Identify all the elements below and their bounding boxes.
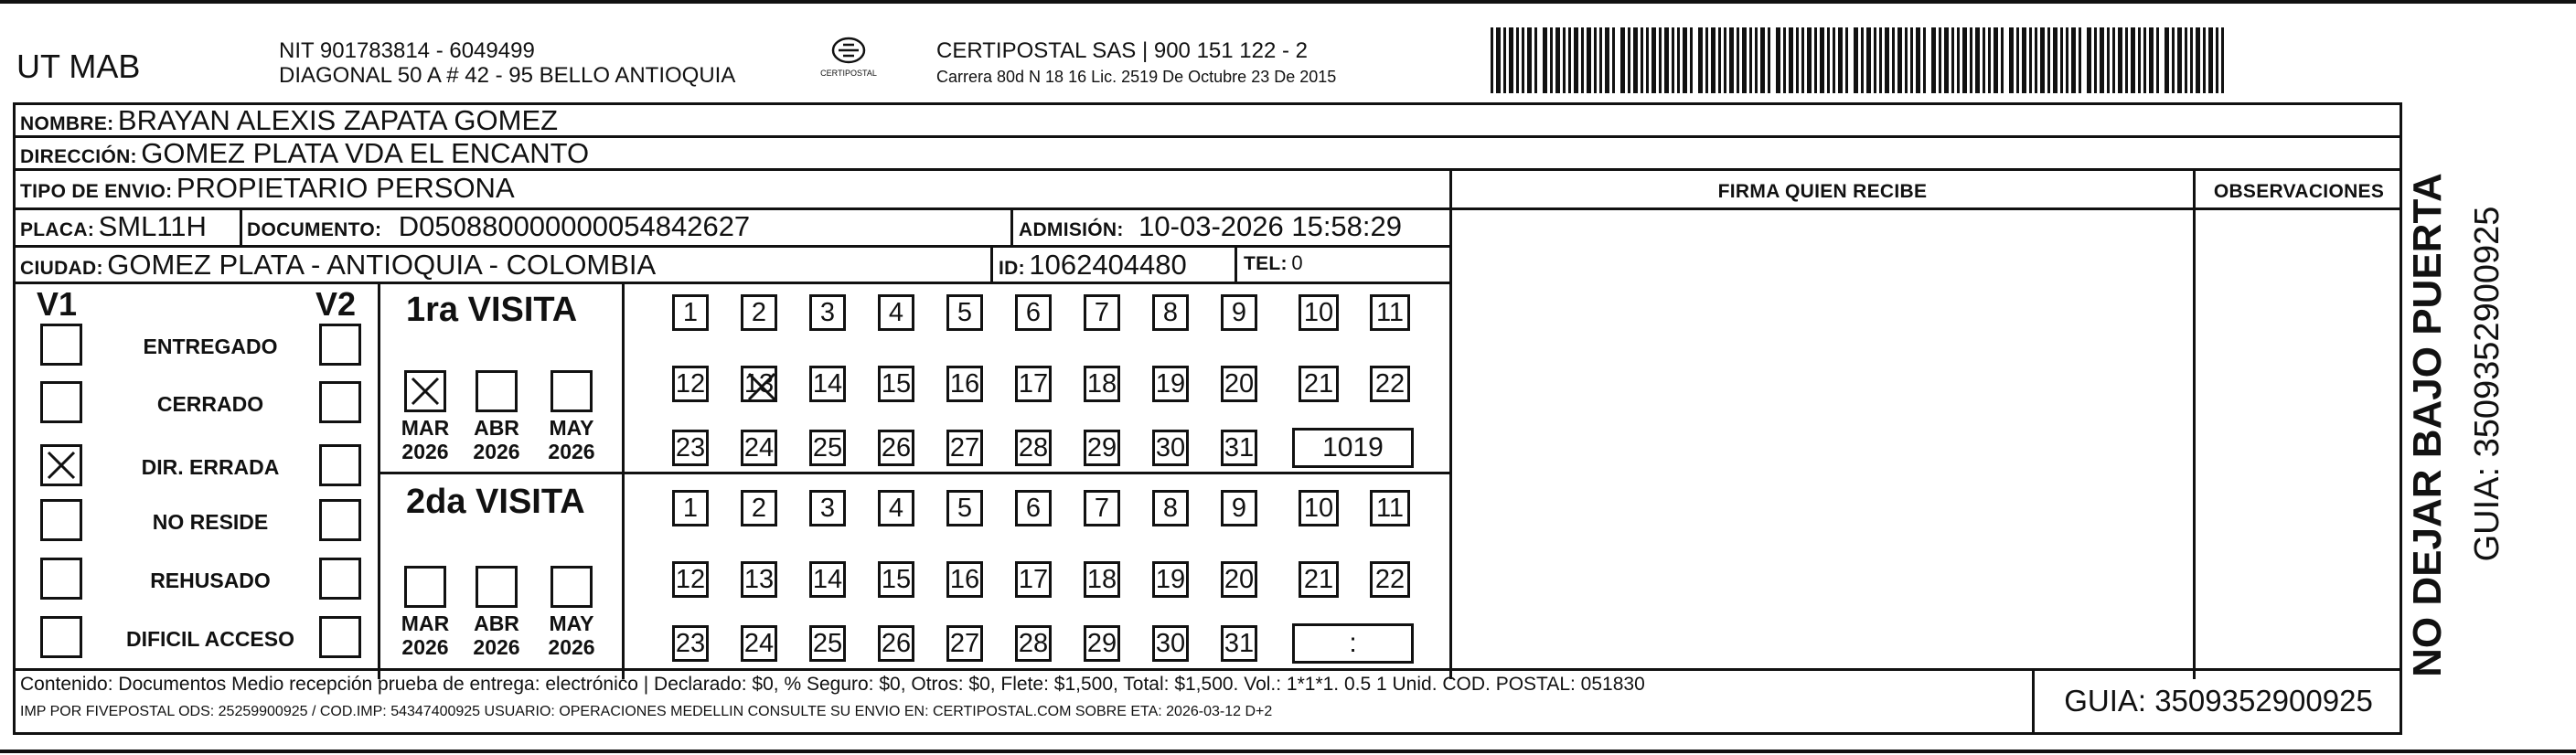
- day-number: 17: [1018, 564, 1049, 594]
- day-number: 14: [812, 368, 843, 399]
- status-label: DIFICIL ACCESO: [125, 627, 294, 651]
- ciudad-row: [20, 249, 656, 282]
- nombre-value: BRAYAN ALEXIS ZAPATA GOMEZ: [117, 104, 559, 136]
- day-box-17[interactable]: [1015, 366, 1052, 402]
- day-number: 7: [1094, 297, 1110, 327]
- day-number: 18: [1086, 564, 1117, 594]
- day-number: 26: [881, 628, 912, 658]
- month-checkbox-mar[interactable]: [404, 370, 446, 412]
- day-box-7[interactable]: [1084, 294, 1120, 331]
- logo-caption: CERTIPOSTAL: [820, 69, 877, 78]
- day-box-26[interactable]: [878, 625, 914, 662]
- month-label: [540, 416, 604, 463]
- day-number: 1: [682, 297, 699, 327]
- day-box-22[interactable]: [1370, 366, 1410, 402]
- status-checkbox-v2[interactable]: [319, 381, 361, 423]
- day-number: 8: [1162, 493, 1179, 523]
- day-number: 3: [819, 493, 836, 523]
- month-checkbox-abr[interactable]: [476, 566, 518, 608]
- day-number: 2: [751, 297, 767, 327]
- month-label: [465, 416, 529, 463]
- month-checkbox-may[interactable]: [550, 566, 593, 608]
- day-box-12[interactable]: [672, 366, 709, 402]
- carrier-address: Carrera 80d N 18 16 Lic. 2519 De Octubre 23 De 2015: [936, 68, 1337, 86]
- month-year: 2026: [401, 635, 449, 659]
- day-box-29[interactable]: [1084, 625, 1120, 662]
- day-number: 22: [1374, 564, 1406, 594]
- certipostal-logo: [812, 37, 885, 78]
- month-label: [540, 611, 604, 659]
- day-number: 18: [1086, 368, 1117, 399]
- status-label: ENTREGADO: [143, 335, 278, 358]
- day-box-5[interactable]: [946, 294, 983, 331]
- month-name: MAY: [549, 416, 594, 440]
- visit2-title: 2da VISITA: [406, 483, 585, 521]
- status-checkbox-v2[interactable]: [319, 616, 361, 658]
- day-box-8[interactable]: [1152, 490, 1189, 526]
- day-number: 28: [1018, 628, 1049, 658]
- day-number: 3: [819, 297, 836, 327]
- placa-value: SML11H: [98, 210, 207, 242]
- day-number: 23: [675, 628, 706, 658]
- day-box-24[interactable]: [741, 430, 777, 466]
- day-box-20[interactable]: [1221, 561, 1257, 598]
- status-checkbox-v1[interactable]: [40, 558, 82, 600]
- scan-edge-bottom: [0, 750, 2576, 753]
- day-box-14[interactable]: [809, 561, 846, 598]
- tipo-value: PROPIETARIO PERSONA: [176, 172, 515, 204]
- day-box-4[interactable]: [878, 294, 914, 331]
- day-number: 28: [1018, 432, 1049, 463]
- day-number: 4: [888, 493, 904, 523]
- day-number: 9: [1231, 297, 1247, 327]
- day-box-13[interactable]: [741, 366, 777, 402]
- status-checkbox-v1[interactable]: [40, 444, 82, 486]
- status-checkbox-v2[interactable]: [319, 499, 361, 541]
- day-box-27[interactable]: [946, 430, 983, 466]
- day-number: 30: [1155, 628, 1186, 658]
- day-box-27[interactable]: [946, 625, 983, 662]
- day-box-22[interactable]: [1370, 561, 1410, 598]
- day-number: 27: [949, 628, 980, 658]
- time-box[interactable]: [1292, 623, 1414, 664]
- day-number: 8: [1162, 297, 1179, 327]
- firma-label: FIRMA QUIEN RECIBE: [1717, 181, 1928, 202]
- day-number: 19: [1155, 368, 1186, 399]
- day-number: 15: [881, 564, 912, 594]
- day-number: 27: [949, 432, 980, 463]
- day-number: 15: [881, 368, 912, 399]
- v2-label: V2: [315, 285, 357, 323]
- status-checkbox-v1[interactable]: [40, 499, 82, 541]
- day-number: 17: [1018, 368, 1049, 399]
- day-box-11[interactable]: [1370, 294, 1410, 331]
- admision-value: 10-03-2026 15:58:29: [1138, 210, 1403, 242]
- month-label: [393, 416, 457, 463]
- placa-label: PLACA:: [20, 219, 95, 240]
- day-box-18[interactable]: [1084, 561, 1120, 598]
- month-name: ABR: [474, 416, 519, 440]
- day-box-16[interactable]: [946, 561, 983, 598]
- status-checkbox-v1[interactable]: [40, 381, 82, 423]
- side-guia: GUIA: 3509352900925: [2468, 206, 2507, 562]
- status-label: NO RESIDE: [152, 510, 269, 534]
- day-box-1[interactable]: [672, 490, 709, 526]
- direccion-row: [20, 137, 589, 170]
- side-warning: NO DEJAR BAJO PUERTA: [2405, 173, 2450, 677]
- day-box-21[interactable]: [1299, 366, 1339, 402]
- documento-cell: [247, 210, 750, 243]
- month-name: ABR: [474, 611, 519, 635]
- status-label: CERRADO: [156, 392, 264, 416]
- day-box-28[interactable]: [1015, 430, 1052, 466]
- footer-content: Contenido: Documentos Medio recepción prueba de entrega: electrónico | Declarado: $0, % Seguro: $0, Otros: $0, Flete: $1,500, Total: $1,500. Vol.: 1*1*1. 0.5 1 Unid. COD. POSTAL: 051830: [20, 674, 1645, 695]
- day-box-23[interactable]: [672, 625, 709, 662]
- day-box-19[interactable]: [1152, 366, 1189, 402]
- nombre-label: NOMBRE:: [20, 113, 114, 134]
- day-number: 14: [812, 564, 843, 594]
- day-number: 22: [1374, 368, 1406, 399]
- day-box-7[interactable]: [1084, 490, 1120, 526]
- day-number: 11: [1375, 297, 1405, 327]
- day-number: 6: [1025, 493, 1042, 523]
- carrier-name: CERTIPOSTAL SAS | 900 151 122 - 2: [936, 38, 1308, 63]
- status-label: REHUSADO: [150, 569, 271, 592]
- day-number: 11: [1375, 493, 1405, 523]
- month-year: 2026: [473, 635, 520, 659]
- day-number: 16: [949, 564, 980, 594]
- day-box-25[interactable]: [809, 430, 846, 466]
- day-box-12[interactable]: [672, 561, 709, 598]
- day-number: 24: [743, 628, 775, 658]
- admision-cell: [1019, 210, 1402, 243]
- day-number: 5: [957, 297, 973, 327]
- day-box-16[interactable]: [946, 366, 983, 402]
- day-number: 10: [1303, 297, 1334, 327]
- month-name: MAR: [401, 611, 450, 635]
- day-number: 6: [1025, 297, 1042, 327]
- day-box-14[interactable]: [809, 366, 846, 402]
- day-number: 2: [751, 493, 767, 523]
- time-value: 1019: [1322, 432, 1384, 463]
- company-name: UT MAB: [16, 48, 141, 85]
- month-year: 2026: [473, 440, 520, 463]
- day-number: 20: [1224, 368, 1255, 399]
- day-number: 24: [743, 432, 775, 463]
- day-number: 13: [743, 564, 775, 594]
- day-box-6[interactable]: [1015, 294, 1052, 331]
- day-number: 19: [1155, 564, 1186, 594]
- documento-value: D050880000000054842627: [398, 210, 751, 242]
- day-number: 5: [957, 493, 973, 523]
- day-box-2[interactable]: [741, 294, 777, 331]
- status-label: DIR. ERRADA: [141, 455, 280, 479]
- day-box-9[interactable]: [1221, 490, 1257, 526]
- month-name: MAR: [401, 416, 450, 440]
- placa-cell: [20, 210, 207, 243]
- day-number: 31: [1224, 432, 1255, 463]
- day-number: 26: [881, 432, 912, 463]
- observaciones-label: OBSERVACIONES: [2213, 181, 2385, 202]
- day-number: 21: [1303, 564, 1334, 594]
- day-box-4[interactable]: [878, 490, 914, 526]
- day-box-13[interactable]: [741, 561, 777, 598]
- day-number: 1: [682, 493, 699, 523]
- day-number: 9: [1231, 493, 1247, 523]
- day-box-2[interactable]: [741, 490, 777, 526]
- tipo-row: [20, 172, 515, 205]
- month-checkbox-may[interactable]: [550, 370, 593, 412]
- month-label: [393, 611, 457, 659]
- day-box-29[interactable]: [1084, 430, 1120, 466]
- barcode-icon: [1491, 27, 2224, 93]
- company-info: [279, 38, 735, 88]
- status-checkbox-v2[interactable]: [319, 324, 361, 366]
- ciudad-label: CIUDAD:: [20, 258, 103, 279]
- day-box-30[interactable]: [1152, 430, 1189, 466]
- month-year: 2026: [548, 635, 595, 659]
- month-label: [465, 611, 529, 659]
- time-value: :: [1349, 628, 1357, 658]
- footer-guia: GUIA: 3509352900925: [2064, 684, 2373, 718]
- day-number: 16: [949, 368, 980, 399]
- certipostal-logo-icon: [830, 37, 867, 66]
- footer-imp: IMP POR FIVEPOSTAL ODS: 25259900925 / COD.IMP: 54347400925 USUARIO: OPERACIONES MEDELLIN CONSULTE SU ENVIO EN: CERTIPOSTAL.COM SOBRE ETA: 2026-03-12 D+2: [20, 704, 1273, 719]
- direccion-value: GOMEZ PLATA VDA EL ENCANTO: [141, 137, 590, 169]
- visit1-title: 1ra VISITA: [406, 291, 578, 329]
- day-number: 12: [675, 564, 706, 594]
- day-box-18[interactable]: [1084, 366, 1120, 402]
- status-checkbox-v2[interactable]: [319, 558, 361, 600]
- documento-label: DOCUMENTO:: [247, 219, 382, 240]
- day-box-17[interactable]: [1015, 561, 1052, 598]
- day-box-28[interactable]: [1015, 625, 1052, 662]
- day-box-8[interactable]: [1152, 294, 1189, 331]
- day-number: 23: [675, 432, 706, 463]
- id-cell: [999, 249, 1187, 282]
- day-number: 12: [675, 368, 706, 399]
- status-checkbox-v1[interactable]: [40, 616, 82, 658]
- day-number: 4: [888, 297, 904, 327]
- day-box-3[interactable]: [809, 490, 846, 526]
- day-box-15[interactable]: [878, 561, 914, 598]
- day-box-10[interactable]: [1299, 294, 1339, 331]
- day-number: 25: [812, 432, 843, 463]
- tel-value: 0: [1291, 251, 1303, 274]
- day-number: 13: [743, 368, 775, 399]
- day-box-5[interactable]: [946, 490, 983, 526]
- day-box-26[interactable]: [878, 430, 914, 466]
- month-year: 2026: [548, 440, 595, 463]
- month-checkbox-mar[interactable]: [404, 566, 446, 608]
- scan-edge-top: [0, 0, 2576, 4]
- day-box-6[interactable]: [1015, 490, 1052, 526]
- day-box-24[interactable]: [741, 625, 777, 662]
- day-number: 29: [1086, 628, 1117, 658]
- day-number: 20: [1224, 564, 1255, 594]
- day-box-3[interactable]: [809, 294, 846, 331]
- day-box-31[interactable]: [1221, 430, 1257, 466]
- day-box-19[interactable]: [1152, 561, 1189, 598]
- day-number: 21: [1303, 368, 1334, 399]
- direccion-label: DIRECCIÓN:: [20, 146, 137, 167]
- day-box-15[interactable]: [878, 366, 914, 402]
- day-box-10[interactable]: [1299, 490, 1339, 526]
- day-number: 7: [1094, 493, 1110, 523]
- day-box-25[interactable]: [809, 625, 846, 662]
- day-number: 30: [1155, 432, 1186, 463]
- tipo-label: TIPO DE ENVIO:: [20, 181, 173, 202]
- company-nit: NIT 901783814 - 6049499: [279, 38, 535, 63]
- tel-cell: [1244, 251, 1303, 275]
- day-box-1[interactable]: [672, 294, 709, 331]
- nombre-row: [20, 104, 558, 137]
- day-box-31[interactable]: [1221, 625, 1257, 662]
- day-number: 25: [812, 628, 843, 658]
- day-box-30[interactable]: [1152, 625, 1189, 662]
- day-number: 31: [1224, 628, 1255, 658]
- day-number: 10: [1303, 493, 1334, 523]
- company-address: DIAGONAL 50 A # 42 - 95 BELLO ANTIOQUIA: [279, 63, 736, 88]
- id-label: ID:: [999, 258, 1025, 279]
- day-number: 29: [1086, 432, 1117, 463]
- day-box-21[interactable]: [1299, 561, 1339, 598]
- ciudad-value: GOMEZ PLATA - ANTIOQUIA - COLOMBIA: [107, 249, 657, 281]
- v1-label: V1: [37, 285, 78, 323]
- month-year: 2026: [401, 440, 449, 463]
- day-box-11[interactable]: [1370, 490, 1410, 526]
- month-name: MAY: [549, 611, 594, 635]
- status-checkbox-v2[interactable]: [319, 444, 361, 486]
- month-checkbox-abr[interactable]: [476, 370, 518, 412]
- day-box-20[interactable]: [1221, 366, 1257, 402]
- carrier-info: [936, 38, 1336, 87]
- tel-label: TEL:: [1244, 253, 1288, 274]
- time-box[interactable]: [1292, 428, 1414, 468]
- day-box-9[interactable]: [1221, 294, 1257, 331]
- id-value: 1062404480: [1029, 249, 1187, 281]
- day-box-23[interactable]: [672, 430, 709, 466]
- status-checkbox-v1[interactable]: [40, 324, 82, 366]
- admision-label: ADMISIÓN:: [1019, 219, 1124, 240]
